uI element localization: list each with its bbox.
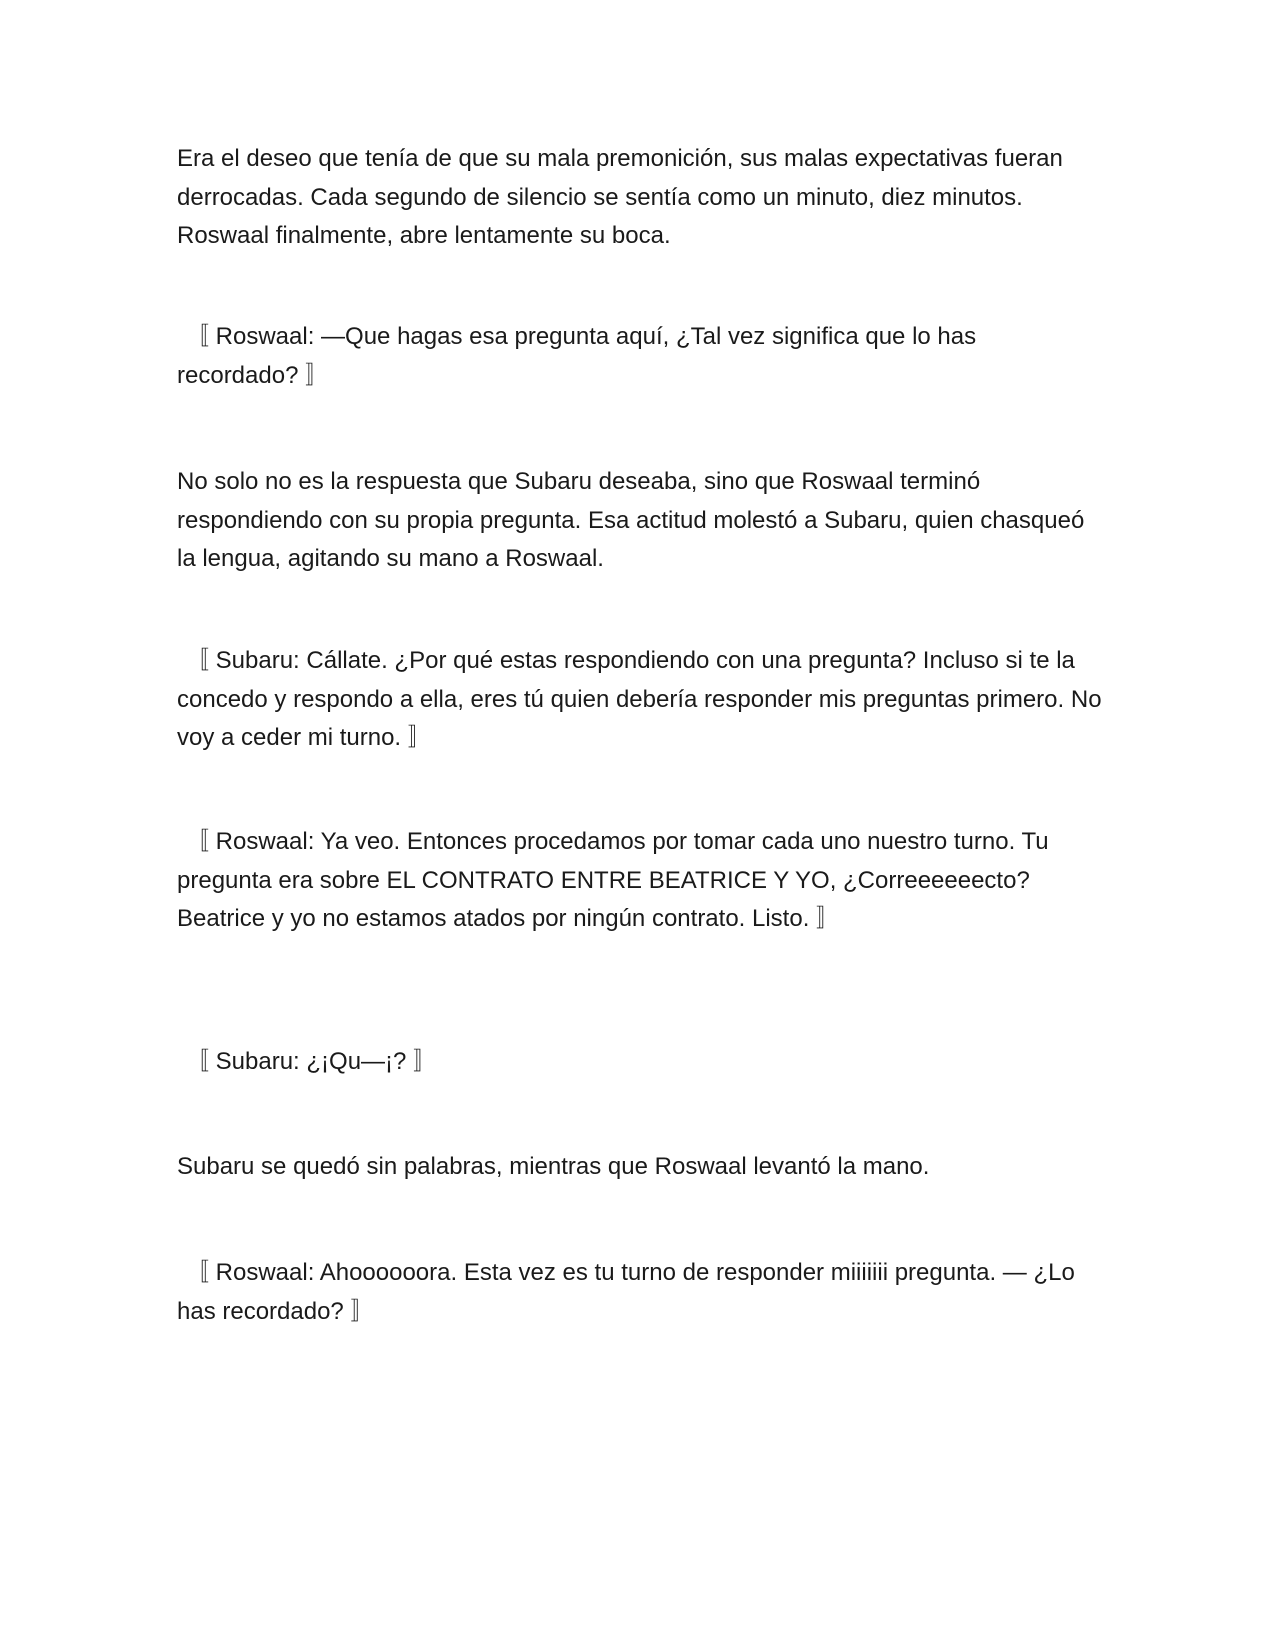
paragraph-narration-1: Era el deseo que tenía de que su mala premonición, sus malas expectativas fueran derrocadas. Cada segundo de silencio se sentía como un minuto, diez minutos. Roswaal finalmente, abre lentamente su boca. — [177, 145, 1070, 249]
paragraph-dialogue-roswaal-3: 〚 Roswaal: Ahoooooora. Esta vez es tu turno de responder miiiiiii pregunta. — ¿Lo has recordado? 〛 — [177, 1259, 1082, 1325]
paragraph-dialogue-subaru-2: 〚 Subaru: ¿¡Qu—¡? 〛 — [185, 1048, 438, 1075]
paragraph-dialogue-roswaal-2: 〚 Roswaal: Ya veo. Entonces procedamos por tomar cada uno nuestro turno. Tu pregunta era sobre EL CONTRATO ENTRE BEATRICE Y YO, ¿Correeeeeecto? Beatrice y yo no estamos atados por ningún contrato. Listo. 〛 — [177, 828, 1056, 932]
paragraph-dialogue-subaru-1: 〚 Subaru: Cállate. ¿Por qué estas respondiendo con una pregunta? Incluso si te la concedo y respondo a ella, eres tú quien debería responder mis preguntas primero. No voy a ceder mi turno. 〛 — [177, 647, 1109, 751]
paragraph-narration-2: No solo no es la respuesta que Subaru deseaba, sino que Roswaal terminó respondiendo con su propia pregunta. Esa actitud molestó a Subaru, quien chasqueó la lengua, agitando su mano a Roswaal. — [177, 468, 1091, 572]
paragraph-narration-3: Subaru se quedó sin palabras, mientras que Roswaal levantó la mano. — [177, 1153, 930, 1180]
paragraph-dialogue-roswaal-1: 〚 Roswaal: —Que hagas esa pregunta aquí, ¿Tal vez significa que lo has recordado? 〛 — [177, 323, 983, 389]
